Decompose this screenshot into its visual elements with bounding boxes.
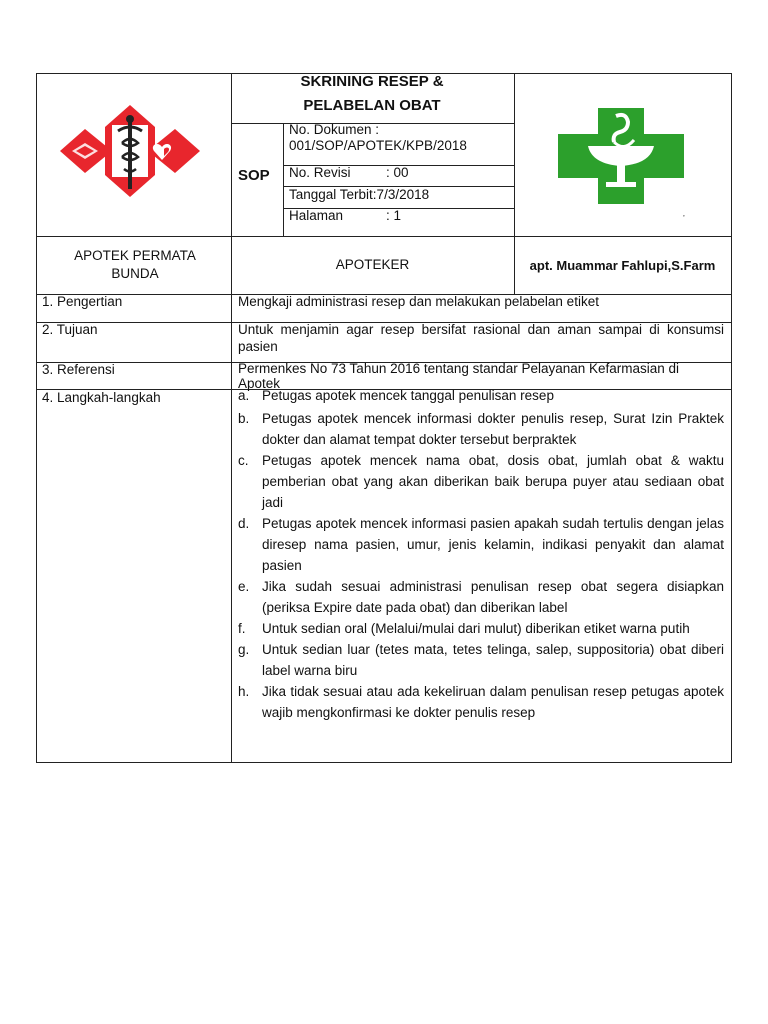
list-item (238, 513, 724, 576)
referensi-text: Permenkes No 73 Tahun 2016 tentang standar Pelayanan Kefarmasian di Apotek (238, 361, 680, 391)
step-text: Jika sudah sesuai administrasi penulisan resep obat segera disiapkan (periksa Expire date pada obat) dan diberikan label (262, 579, 724, 615)
list-item (238, 450, 724, 513)
signatory-name: apt. Muammar Fahlupi,S.Farm (529, 258, 716, 273)
step-letter: d. (238, 516, 250, 531)
langkah-label: 4. Langkah-langkah (42, 390, 161, 405)
tiny-mark: ’ (683, 214, 685, 223)
step-letter: c. (238, 453, 249, 468)
document-title-line2: PELABELAN OBAT (303, 97, 441, 114)
role-label: APOTEKER (335, 257, 410, 272)
sop-label: SOP (238, 167, 270, 184)
no-revisi-label: No. Revisi (289, 165, 351, 180)
step-text: Petugas apotek mencek tanggal penulisan resep (262, 388, 554, 403)
list-item (238, 387, 724, 405)
step-text: Untuk sedian luar (tetes mata, tetes telinga, salep, suppositoria) obat diberi label warna biru (262, 642, 724, 678)
step-letter: g. (238, 642, 250, 657)
tanggal-terbit: Tanggal Terbit:7/3/2018 (289, 187, 430, 202)
halaman-label: Halaman (289, 208, 344, 223)
halaman-value: : 1 (386, 208, 402, 223)
step-text: Jika tidak sesuai atau ada kekeliruan dalam penulisan resep petugas apotek wajib mengkonfirmasi ke dokter penulis resep (262, 684, 724, 720)
step-text: Petugas apotek mencek informasi pasien apakah sudah tertulis dengan jelas diresep nama pasien, umur, jenis kelamin, indikasi penyakit dan alamat pasien (262, 516, 724, 573)
referensi-label: 3. Referensi (42, 362, 115, 377)
pengertian-label: 1. Pengertian (42, 294, 123, 309)
step-text: Petugas apotek mencek nama obat, dosis obat, jumlah obat & waktu pemberian obat yang akan diberikan baik berupa puyer atau sediaan obat jadi (262, 453, 724, 510)
no-dokumen-label: No. Dokumen : (289, 122, 380, 137)
organization-name: APOTEK PERMATA BUNDA (74, 248, 196, 281)
list-item (238, 408, 724, 450)
steps-list (238, 387, 724, 723)
document-title-line1: SKRINING RESEP & (300, 73, 444, 90)
step-text: Petugas apotek mencek informasi dokter penulis resep, Surat Izin Praktek dokter dan alamat tempat dokter tersebut berpraktek (262, 411, 724, 447)
list-item (238, 618, 724, 639)
step-letter: e. (238, 579, 250, 594)
step-letter: b. (238, 411, 250, 426)
pharmacy-cross-logo (558, 108, 684, 204)
step-letter: h. (238, 684, 250, 699)
step-letter: f. (238, 621, 246, 636)
no-revisi-value: : 00 (386, 165, 409, 180)
tujuan-label: 2. Tujuan (42, 322, 98, 337)
tujuan-text: Untuk menjamin agar resep bersifat rasional dan aman sampai di konsumsi pasien (238, 322, 724, 354)
no-dokumen-value: 001/SOP/APOTEK/KPB/2018 (289, 138, 467, 153)
step-text: Untuk sedian oral (Melalui/mulai dari mulut) diberikan etiket warna putih (262, 621, 690, 636)
list-item (238, 639, 724, 681)
step-letter: a. (238, 388, 250, 403)
medical-caduceus-logo (60, 105, 200, 197)
list-item (238, 576, 724, 618)
list-item (238, 681, 724, 723)
pengertian-text: Mengkaji administrasi resep dan melakukan pelabelan etiket (238, 294, 599, 309)
